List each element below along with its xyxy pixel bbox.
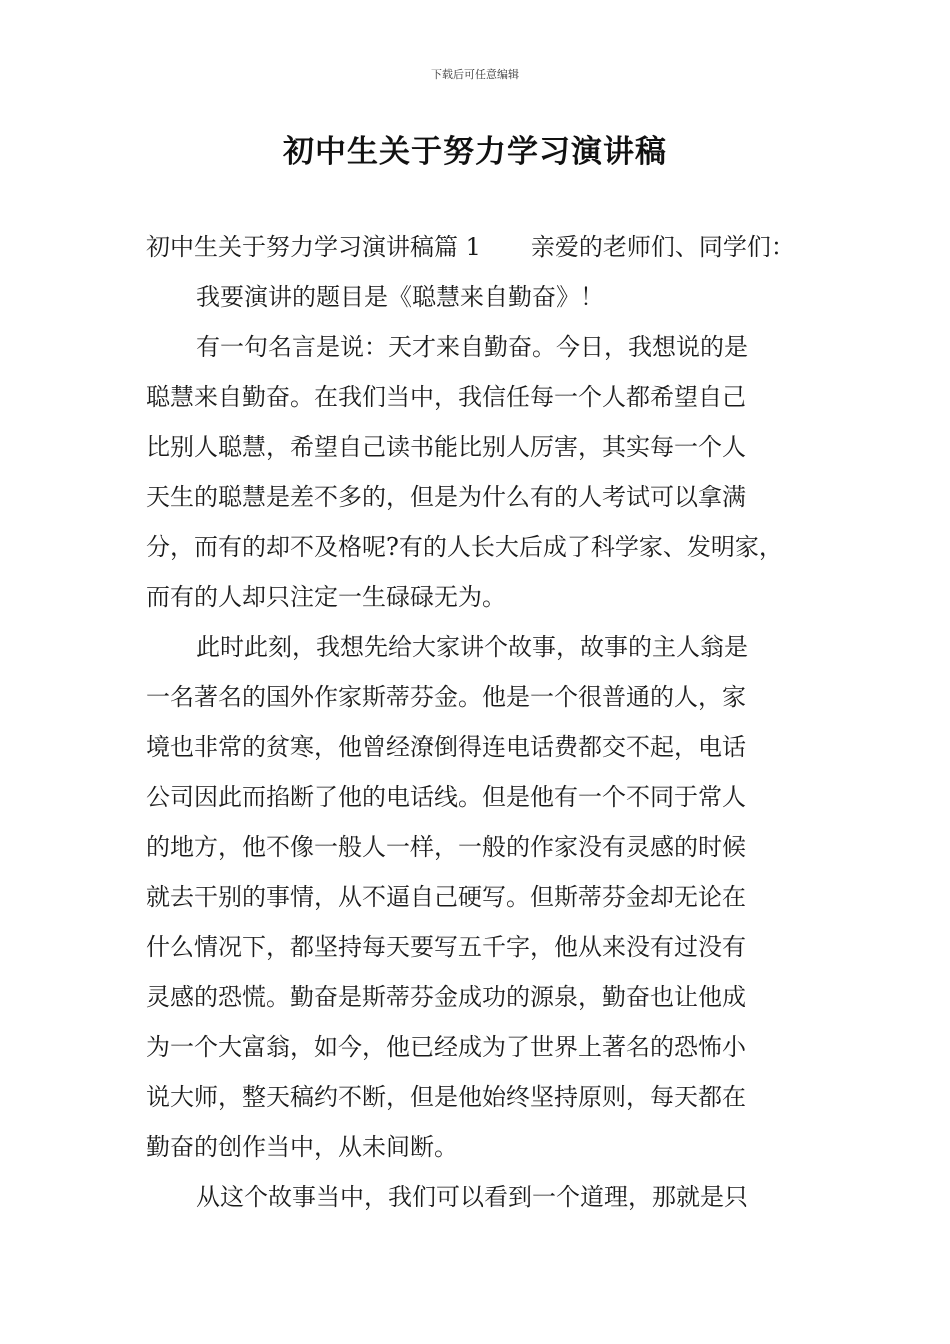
intro-line: [146, 222, 814, 272]
paragraph-line: 比别人聪慧，希望自己读书能比别人厉害，其实每一个人: [146, 433, 746, 461]
section-label: 初中生关于努力学习演讲稿篇 1: [146, 233, 481, 261]
paragraph-line: 就去干别的事情，从不逼自己硬写。但斯蒂芬金却无论在: [146, 883, 746, 911]
paragraph-line: 为一个大富翁，如今，他已经成为了世界上著名的恐怖小: [146, 1033, 746, 1061]
paragraph-line: 一名著名的国外作家斯蒂芬金。他是一个很普通的人，家: [146, 683, 746, 711]
paragraph-line: 境也非常的贫寒，他曾经潦倒得连电话费都交不起，电话: [146, 733, 746, 761]
paragraph-line: 聪慧来自勤奋。在我们当中，我信任每一个人都希望自己: [146, 383, 746, 411]
paragraph-line: 有一句名言是说：天才来自勤奋。今日，我想说的是: [196, 333, 748, 361]
paragraph-line: 分，而有的却不及格呢?有的人长大后成了科学家、发明家，: [146, 533, 783, 561]
paragraph-line: 说大师，整天稿约不断，但是他始终坚持原则，每天都在: [146, 1083, 746, 1111]
salutation: 亲爱的老师们、同学们：: [530, 233, 795, 261]
paragraph-line: 从这个故事当中，我们可以看到一个道理，那就是只: [196, 1183, 748, 1211]
paragraph-line: 此时此刻，我想先给大家讲个故事，故事的主人翁是: [196, 633, 748, 661]
paragraph-line: 我要演讲的题目是《聪慧来自勤奋》！: [196, 283, 604, 311]
paragraph-line: 勤奋的创作当中，从未间断。: [146, 1133, 458, 1161]
paragraph-line: 的地方，他不像一般人一样，一般的作家没有灵感的时候: [146, 833, 746, 861]
paragraph-line: 而有的人却只注定一生碌碌无为。: [146, 583, 506, 611]
paragraph-line: 灵感的恐慌。勤奋是斯蒂芬金成功的源泉，勤奋也让他成: [146, 983, 746, 1011]
document-body: [146, 222, 814, 1222]
paragraph-line: 公司因此而掐断了他的电话线。但是他有一个不同于常人: [146, 783, 746, 811]
document-title: 初中生关于努力学习演讲稿: [283, 134, 667, 170]
paragraph-line: 天生的聪慧是差不多的，但是为什么有的人考试可以拿满: [146, 483, 746, 511]
paragraph-line: 什么情况下，都坚持每天要写五千字，他从来没有过没有: [146, 933, 746, 961]
header-note: 下载后可任意编辑: [431, 68, 519, 81]
